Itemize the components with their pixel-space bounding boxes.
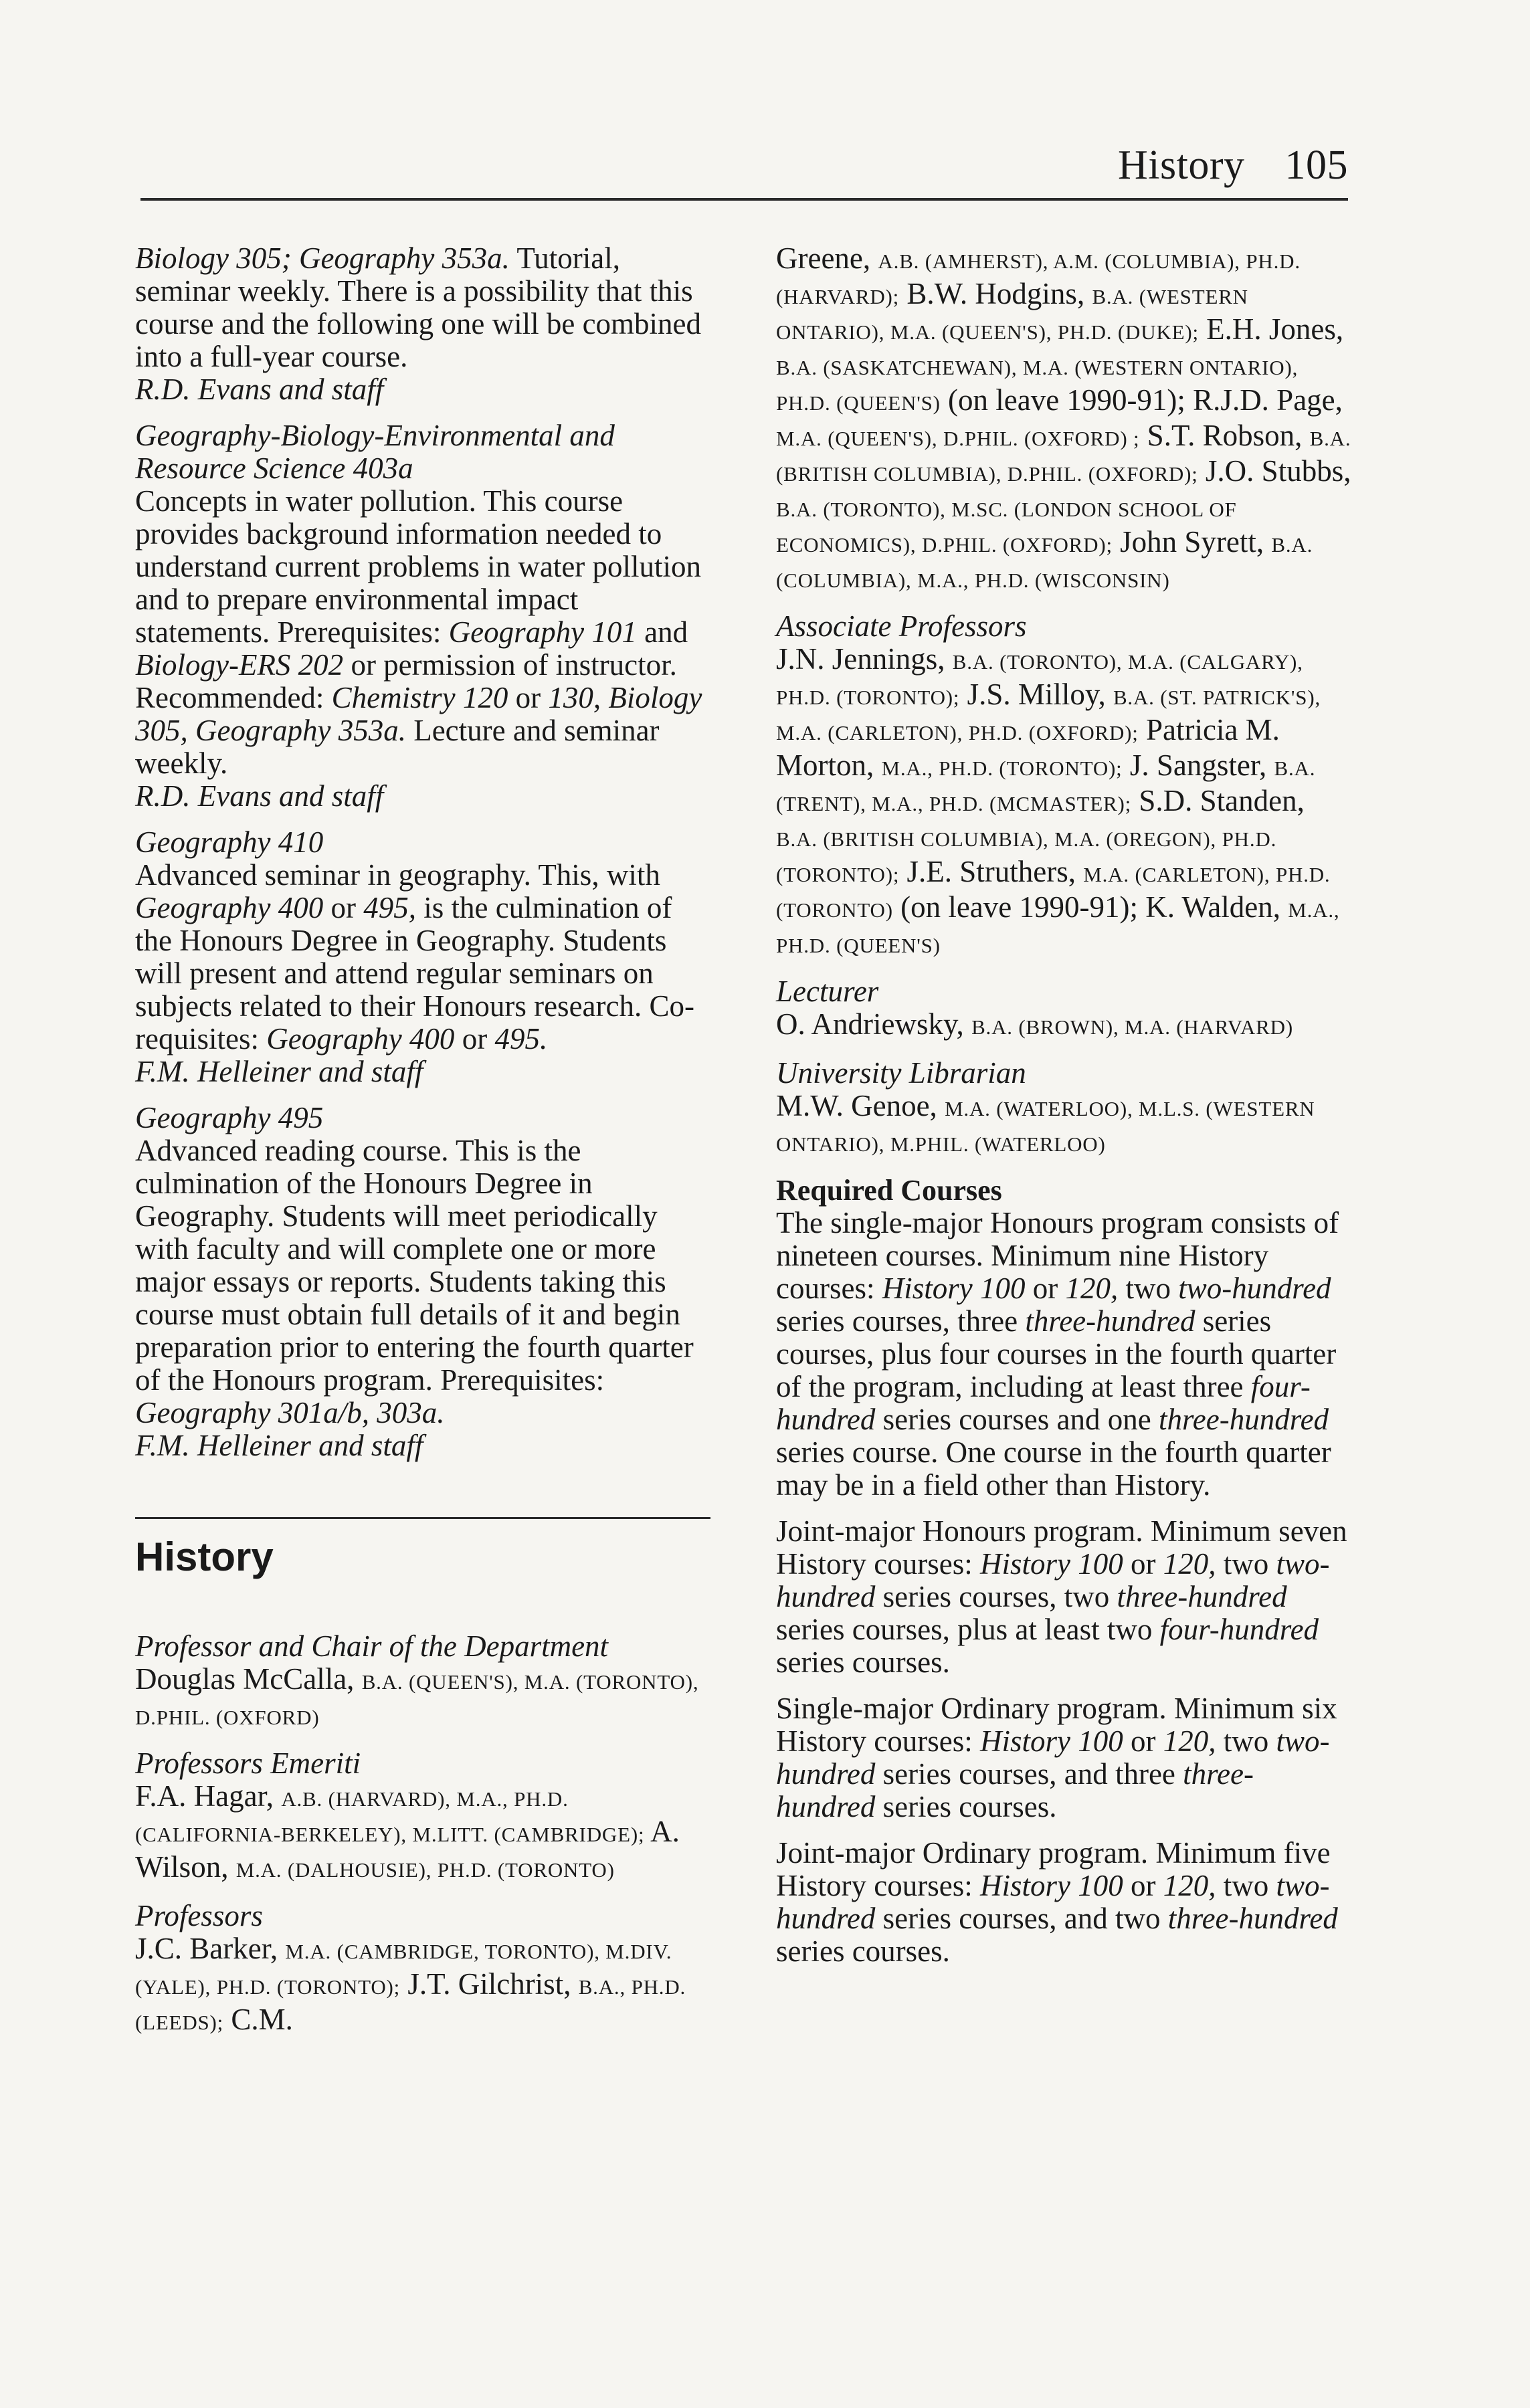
faculty-credentials: B.A. (ST. PATRICK'S), M.A. (CARLETON), PH.D. (OXFORD); bbox=[776, 686, 1321, 744]
emeriti-entry bbox=[135, 1747, 710, 1886]
faculty-credentials: B.A. (TRENT), M.A., PH.D. (MCMASTER); bbox=[776, 757, 1316, 815]
instructor: R.D. Evans and staff bbox=[135, 373, 384, 406]
program-text: series courses and one bbox=[875, 1403, 1159, 1436]
right-column bbox=[776, 242, 1351, 1981]
series-ref: two-hundred bbox=[776, 1547, 1330, 1613]
course-ref: 120, bbox=[1163, 1547, 1216, 1581]
program-text: or bbox=[1123, 1724, 1163, 1758]
librarian-entry bbox=[776, 1057, 1351, 1161]
course-ref: Geography 400 bbox=[135, 891, 324, 924]
faculty-name: J.S. Milloy, bbox=[959, 678, 1113, 711]
program-joint-major-ordinary bbox=[776, 1837, 1351, 1968]
course-403a bbox=[135, 419, 710, 813]
course-title: Geography-Biology-Environmental and Resource Science 403a bbox=[135, 419, 615, 485]
faculty-credentials: B.A. (WESTERN ONTARIO), M.A. (QUEEN'S), PH.D. (DUKE); bbox=[776, 285, 1248, 344]
program-text: series courses, and two bbox=[875, 1902, 1168, 1935]
course-ref: 120, bbox=[1163, 1869, 1216, 1902]
page-number: 105 bbox=[1284, 142, 1348, 188]
running-head-section: History bbox=[1118, 142, 1245, 188]
course-text: or bbox=[323, 891, 364, 924]
faculty-credentials: B.A. (BROWN), M.A. (HARVARD) bbox=[971, 1015, 1293, 1039]
program-single-major-honours bbox=[776, 1207, 1351, 1502]
faculty-credentials: M.A. (DALHOUSIE), PH.D. (TORONTO) bbox=[235, 1858, 615, 1882]
faculty-credentials: B.A. (TORONTO), M.SC. (LONDON SCHOOL OF ECONOMICS), D.PHIL. (OXFORD); bbox=[776, 498, 1237, 557]
faculty-name: S.T. Robson, bbox=[1139, 419, 1310, 452]
program-text: two bbox=[1118, 1272, 1179, 1305]
program-text: series courses, plus at least two bbox=[776, 1613, 1160, 1646]
faculty-name: John Syrett, bbox=[1112, 525, 1272, 559]
chair-entry bbox=[135, 1630, 710, 1734]
faculty-name: J.O. Stubbs, bbox=[1198, 454, 1351, 488]
faculty-name: E.H. Jones, bbox=[1198, 312, 1344, 346]
faculty-credentials: B.A. (COLUMBIA), M.A., PH.D. (WISCONSIN) bbox=[776, 533, 1313, 592]
faculty-rank-label: University Librarian bbox=[776, 1056, 1026, 1090]
faculty-credentials: B.A. (QUEEN'S), M.A. (TORONTO), D.PHIL. (OXFORD) bbox=[135, 1670, 699, 1729]
faculty-rank-label: Professors Emeriti bbox=[135, 1746, 361, 1780]
program-text: series course. One course in the fourth quarter may be in a field other than History. bbox=[776, 1435, 1331, 1502]
course-text: or bbox=[508, 681, 549, 714]
faculty-credentials: B.A., PH.D. (LEEDS); bbox=[135, 1975, 686, 2034]
faculty-name: (on leave 1990-91); K. Walden, bbox=[892, 890, 1288, 924]
instructor: F.M. Helleiner and staff bbox=[135, 1055, 423, 1088]
course-ref: History 100 bbox=[979, 1869, 1123, 1902]
faculty-credentials: M.A. (QUEEN'S), D.PHIL. (OXFORD) ; bbox=[776, 427, 1140, 450]
faculty-credentials: B.A. (SASKATCHEWAN), M.A. (WESTERN ONTARIO), PH.D. (QUEEN'S) bbox=[776, 356, 1299, 415]
associate-professors-entry bbox=[776, 610, 1351, 962]
program-text: Joint-major Ordinary program. Minimum five History courses: bbox=[776, 1836, 1331, 1902]
faculty-name: O. Andriewsky, bbox=[776, 1007, 972, 1041]
section-rule bbox=[135, 1517, 710, 1519]
faculty-name: Greene, bbox=[776, 241, 878, 275]
faculty-credentials: B.A. (BRITISH COLUMBIA), D.PHIL. (OXFORD); bbox=[776, 427, 1351, 486]
series-ref: four-hundred bbox=[776, 1370, 1311, 1436]
header-rule bbox=[140, 198, 1348, 201]
program-text: two bbox=[1216, 1724, 1276, 1758]
program-text: or bbox=[1123, 1547, 1163, 1581]
faculty-name: Douglas McCalla, bbox=[135, 1662, 362, 1696]
faculty-name: B.W. Hodgins, bbox=[899, 277, 1092, 310]
series-ref: three-hundred bbox=[1025, 1304, 1196, 1338]
lecturer-entry bbox=[776, 975, 1351, 1043]
course-495 bbox=[135, 1102, 710, 1462]
faculty-name: Patricia M. Morton, bbox=[776, 713, 1280, 782]
faculty-credentials: A.B. (HARVARD), M.A., PH.D. (CALIFORNIA-BERKELEY), M.LITT. (CAMBRIDGE); bbox=[135, 1787, 645, 1846]
course-ref: History 100 bbox=[979, 1724, 1123, 1758]
course-ref: Geography 400 bbox=[266, 1022, 455, 1056]
faculty-rank-label: Lecturer bbox=[776, 975, 879, 1008]
professors-entry bbox=[135, 1900, 710, 2039]
program-text: series courses. bbox=[776, 1645, 950, 1679]
program-text: two bbox=[1216, 1869, 1276, 1902]
program-text: series courses. bbox=[776, 1934, 950, 1968]
course-title: Geography 495 bbox=[135, 1101, 324, 1134]
series-ref: three-hundred bbox=[1117, 1580, 1287, 1613]
faculty-credentials: M.A. (CAMBRIDGE, TORONTO), M.DIV. (YALE), PH.D. (TORONTO); bbox=[135, 1940, 672, 1999]
program-single-major-ordinary bbox=[776, 1692, 1351, 1823]
faculty-name: J.C. Barker, bbox=[135, 1932, 286, 1965]
faculty-credentials: M.A., PH.D. (TORONTO); bbox=[881, 757, 1123, 780]
faculty-name: F.A. Hagar, bbox=[135, 1779, 282, 1813]
faculty-rank-label: Professor and Chair of the Department bbox=[135, 1629, 609, 1663]
course-ref: Geography 301a/b, 303a. bbox=[135, 1396, 445, 1429]
section-title: History bbox=[135, 1534, 274, 1579]
course-title: Geography 410 bbox=[135, 825, 324, 859]
course-ref: Chemistry 120 bbox=[331, 681, 508, 714]
series-ref: two-hundred bbox=[1178, 1272, 1331, 1305]
course-410 bbox=[135, 826, 710, 1088]
course-ref: History 100 bbox=[882, 1272, 1026, 1305]
course-continuation bbox=[135, 242, 710, 406]
faculty-name: J.E. Struthers, bbox=[899, 855, 1084, 888]
course-ref: 495. bbox=[494, 1022, 548, 1056]
program-text: The single-major Honours program consists of nineteen courses. Minimum nine History courses: bbox=[776, 1206, 1339, 1305]
program-text: or bbox=[1025, 1272, 1066, 1305]
faculty-name: S.D. Standen, bbox=[1131, 784, 1305, 817]
faculty-name: (on leave 1990-91); R.J.D. Page, bbox=[940, 383, 1343, 417]
program-text: series courses, two bbox=[875, 1580, 1117, 1613]
program-text: series courses, plus four courses in the fourth quarter of the program, including at least three bbox=[776, 1304, 1337, 1403]
faculty-credentials: B.A. (TORONTO), M.A. (CALGARY), PH.D. (TORONTO); bbox=[776, 650, 1303, 709]
program-text: two bbox=[1216, 1547, 1276, 1581]
faculty-rank-label: Professors bbox=[135, 1899, 263, 1932]
course-ref: 120, bbox=[1163, 1724, 1216, 1758]
faculty-credentials: B.A. (BRITISH COLUMBIA), M.A. (OREGON), PH.D. (TORONTO); bbox=[776, 827, 1277, 886]
faculty-name: J. Sangster, bbox=[1122, 748, 1274, 782]
course-text: Lecture and seminar weekly. bbox=[135, 714, 660, 780]
series-ref: four-hundred bbox=[1159, 1613, 1319, 1646]
instructor: R.D. Evans and staff bbox=[135, 779, 384, 813]
course-text: Tutorial, seminar weekly. There is a possibility that this course and the following one will be combined into a full-year course. bbox=[135, 241, 702, 373]
faculty-name: J.N. Jennings, bbox=[776, 642, 953, 676]
instructor: F.M. Helleiner and staff bbox=[135, 1429, 423, 1462]
faculty-name: C.M. bbox=[223, 2003, 293, 2036]
faculty-credentials: M.A. (CARLETON), PH.D. (TORONTO) bbox=[776, 863, 1331, 922]
course-ref: 130, Biology 305, Geography 353a. bbox=[135, 681, 702, 747]
prereq-ref: Biology 305; Geography 353a. bbox=[135, 241, 510, 275]
course-ref: 120, bbox=[1065, 1272, 1119, 1305]
course-text: is the culmination of the Honours Degree in Geography. Students will present and attend regular seminars on subjects related to their Honours research. Co-requisites: bbox=[135, 891, 694, 1056]
required-courses-heading: Required Courses bbox=[776, 1174, 1002, 1207]
course-text: or bbox=[454, 1022, 495, 1056]
series-ref: three-hundred bbox=[1167, 1902, 1338, 1935]
professors-continued bbox=[776, 242, 1351, 597]
faculty-credentials: M.A., PH.D. (QUEEN'S) bbox=[776, 898, 1340, 957]
left-column bbox=[135, 242, 710, 2052]
series-ref: three-hundred bbox=[776, 1757, 1254, 1823]
program-text: Single-major Ordinary program. Minimum six History courses: bbox=[776, 1692, 1337, 1758]
program-text: series courses, three bbox=[776, 1304, 1026, 1338]
program-joint-major-honours bbox=[776, 1515, 1351, 1679]
program-text: or bbox=[1123, 1869, 1163, 1902]
course-ref: Geography 101 bbox=[448, 615, 637, 649]
running-head bbox=[1118, 142, 1348, 189]
course-text: Advanced seminar in geography. This, with bbox=[135, 858, 660, 892]
course-ref: Biology-ERS 202 bbox=[135, 648, 344, 682]
faculty-name: A. Wilson, bbox=[135, 1815, 680, 1884]
course-ref: 495, bbox=[363, 891, 416, 924]
program-text: Joint-major Honours program. Minimum seven History courses: bbox=[776, 1514, 1347, 1581]
course-ref: History 100 bbox=[979, 1547, 1123, 1581]
course-text: or permission of instructor. Recommended: bbox=[135, 648, 677, 714]
faculty-rank-label: Associate Professors bbox=[776, 609, 1027, 643]
course-text: Advanced reading course. This is the culmination of the Honours Degree in Geography. Students will meet periodically with faculty and will complete one or more major essays or reports. Students taking this course must obtain full details of it and begin preparation prior to entering the fourth quarter of the Honours program. Prerequisites: bbox=[135, 1134, 694, 1397]
series-ref: two-hundred bbox=[776, 1869, 1330, 1935]
series-ref: three-hundred bbox=[1158, 1403, 1329, 1436]
faculty-name: J.T. Gilchrist, bbox=[400, 1967, 579, 2001]
program-text: series courses. bbox=[875, 1790, 1057, 1823]
series-ref: two-hundred bbox=[776, 1724, 1330, 1791]
course-text: Concepts in water pollution. This course provides background information needed to understand current problems in water pollution and to prepare environmental impact statements. Prerequisites: bbox=[135, 484, 702, 649]
faculty-credentials: M.A. (WATERLOO), M.L.S. (WESTERN ONTARIO), M.PHIL. (WATERLOO) bbox=[776, 1097, 1315, 1156]
program-text: series courses, and three bbox=[875, 1757, 1183, 1791]
faculty-credentials: A.B. (AMHERST), A.M. (COLUMBIA), PH.D. (HARVARD); bbox=[776, 249, 1301, 308]
course-text: and bbox=[636, 615, 688, 649]
faculty-name: M.W. Genoe, bbox=[776, 1089, 945, 1122]
